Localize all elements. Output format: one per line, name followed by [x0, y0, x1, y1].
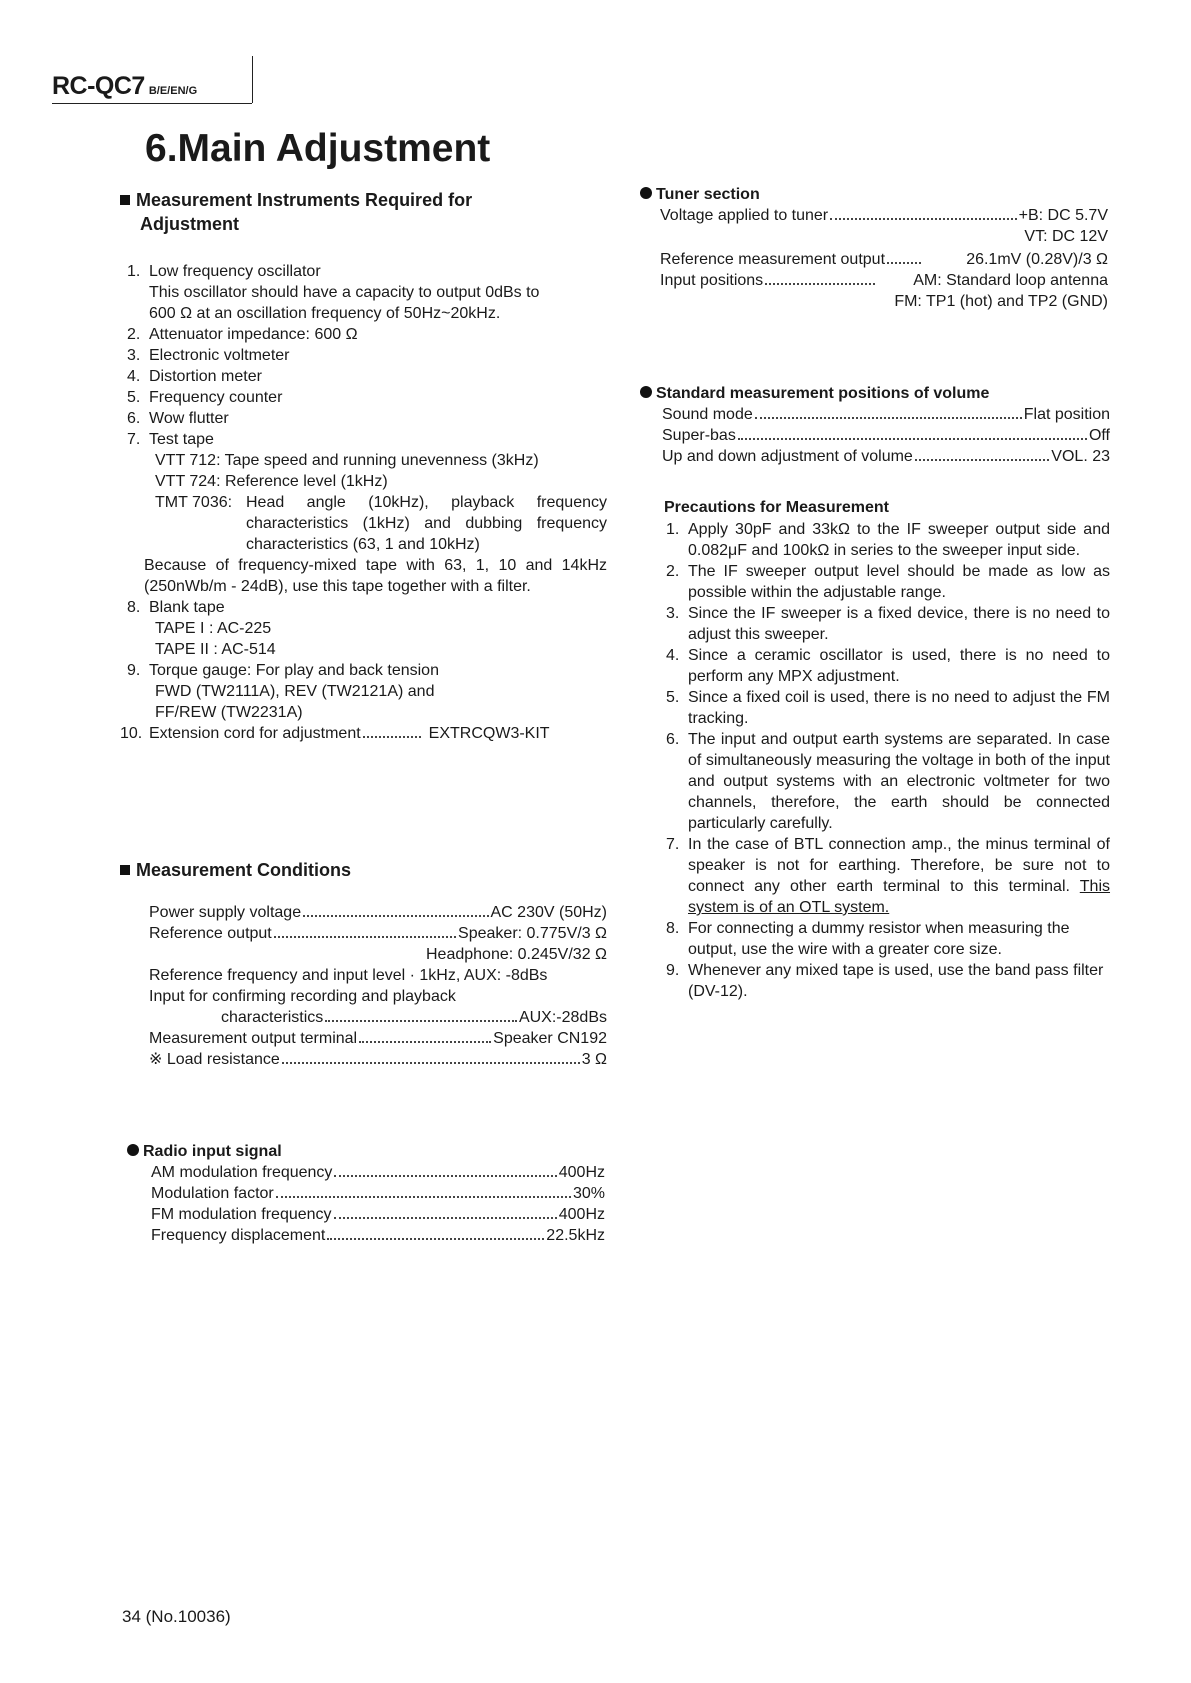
list-number: 8.: [666, 920, 680, 937]
list-number: 5.: [127, 389, 141, 406]
test-tape-tmt7036: [127, 492, 607, 555]
text-span: Frequency displacement: [151, 1227, 326, 1244]
precaution-item: [666, 687, 1110, 729]
list-number: 1.: [127, 263, 141, 280]
text-span: Distortion meter: [149, 368, 262, 385]
list-number: 9.: [666, 962, 680, 979]
square-bullet-icon: [120, 865, 130, 875]
list-item-desc: This oscillator should have a capacity to output 0dBs to: [149, 284, 540, 301]
test-tape-vtt724: VTT 724: Reference level (1kHz): [155, 473, 388, 490]
list-item: [127, 261, 607, 282]
header-underline: [52, 103, 252, 104]
dot-leader: [274, 936, 456, 938]
dot-leader: [334, 1217, 557, 1219]
list-item: [127, 324, 607, 345]
text-span: 26.1mV (0.28V)/3 Ω: [966, 251, 1108, 268]
dot-leader: [327, 1238, 544, 1240]
text-span: 3 Ω: [581, 1051, 607, 1068]
radio-row: [151, 1162, 605, 1183]
tuner-vt: VT: DC 12V: [1024, 228, 1108, 245]
precaution-item: [666, 834, 1110, 918]
text-span: Input positions: [660, 272, 764, 289]
round-bullet-icon: [640, 187, 652, 199]
text-span: 400Hz: [558, 1164, 605, 1181]
text-span: 30%: [572, 1185, 605, 1202]
volume-row: [662, 404, 1110, 425]
list-number: 6.: [666, 731, 680, 748]
text-span: For connecting a dummy resistor when measuring the output, use the wire with a greater core size.: [688, 920, 1070, 958]
text-span: Blank tape: [149, 599, 225, 616]
text-span: In the case of BTL connection amp., the minus terminal of speaker is not for earthing. Therefore, be sure not to connect any other earth terminal to this terminal.: [688, 836, 1110, 895]
text-span: Reference measurement output: [660, 251, 886, 268]
text-span: Speaker: 0.775V/3 Ω: [458, 925, 607, 942]
radio-row: [151, 1225, 605, 1246]
dot-leader: [765, 283, 875, 285]
tuner-row: [660, 205, 1108, 226]
square-bullet-icon: [120, 195, 130, 205]
text-span: Head angle (10kHz), playback frequency characteristics (1kHz) and dubbing frequency characteristics (63, 1 and 10kHz): [246, 494, 607, 553]
dot-leader: [276, 1196, 571, 1198]
text-span: The IF sweeper output level should be made as low as possible within the adjustable range.: [688, 563, 1110, 601]
tuner-row: [660, 249, 1108, 270]
list-number: 3.: [666, 605, 680, 622]
text-span: AM modulation frequency: [151, 1164, 333, 1181]
condition-row: [149, 1007, 607, 1028]
dot-leader: [915, 459, 1049, 461]
list-number: 6.: [127, 410, 141, 427]
instruments-heading: [120, 188, 610, 236]
condition-input-confirm: Input for confirming recording and playback: [149, 988, 456, 1005]
precautions-heading: Precautions for Measurement: [664, 499, 889, 516]
blank-tape-1: TAPE I : AC-225: [155, 620, 272, 637]
text-span: [127, 1141, 605, 1162]
dot-leader: [282, 1062, 580, 1064]
text-span: Since a fixed coil is used, there is no need to adjust the FM tracking.: [688, 689, 1110, 727]
list-item-desc: 600 Ω at an oscillation frequency of 50Hz~20kHz.: [149, 305, 501, 322]
text-span: Speaker CN192: [493, 1030, 607, 1047]
dot-leader: [738, 438, 1087, 440]
list-number: 9.: [127, 662, 141, 679]
text-span: TMT 7036:: [155, 494, 233, 511]
condition-row: [149, 1049, 607, 1070]
dot-leader: [887, 262, 921, 264]
condition-row: [149, 1028, 607, 1049]
test-tape-vtt712: VTT 712: Tape speed and running unevenness (3kHz): [155, 452, 539, 469]
instruments-list: [120, 261, 607, 744]
text-span: AUX:-28dBs: [518, 1009, 607, 1026]
text-span: Test tape: [149, 431, 214, 448]
list-number: 3.: [127, 347, 141, 364]
text-span: 22.5kHz: [546, 1227, 605, 1244]
list-item: [127, 345, 607, 366]
list-number: 2.: [127, 326, 141, 343]
text-span: Measurement Conditions: [136, 860, 352, 880]
list-number: 5.: [666, 689, 680, 706]
blank-tape-2: TAPE II : AC-514: [155, 641, 276, 658]
model-suffix: B/E/EN/G: [148, 85, 198, 97]
list-number: 10.: [120, 725, 143, 742]
text-span: Wow flutter: [149, 410, 229, 427]
text-span: Attenuator impedance: 600 Ω: [149, 326, 358, 343]
text-span: Extension cord for adjustment: [149, 725, 361, 742]
volume-section: [640, 383, 1110, 467]
conditions-block: [149, 902, 607, 1070]
list-item: [120, 723, 607, 744]
text-span: The input and output earth systems are separated. In case of simultaneously measuring the voltage in both of the input and output systems with an electronic voltmeter for two channels, therefore, the earth should be connected particularly carefully.: [688, 731, 1110, 832]
condition-headphone: Headphone: 0.245V/32 Ω: [426, 946, 607, 963]
list-item: [127, 660, 607, 681]
text-span: Since a ceramic oscillator is used, there is no need to perform any MPX adjustment.: [688, 647, 1110, 685]
text-span: Low frequency oscillator: [149, 263, 321, 280]
dot-leader: [830, 218, 1016, 220]
text-span: Sound mode: [662, 406, 753, 423]
precautions-list: [666, 519, 1110, 1002]
text-span: Adjustment: [140, 214, 239, 234]
text-span: Measurement output terminal: [149, 1030, 358, 1047]
precaution-item: [666, 561, 1110, 603]
radio-row: [151, 1183, 605, 1204]
volume-row: [662, 425, 1110, 446]
list-number: 1.: [666, 521, 680, 538]
round-bullet-icon: [640, 386, 652, 398]
text-span: [120, 188, 610, 212]
conditions-heading: [120, 858, 351, 882]
list-item: [127, 597, 607, 618]
torque-gauge-detail: FF/REW (TW2231A): [155, 704, 303, 721]
text-span: 400Hz: [558, 1206, 605, 1223]
text-span: FM modulation frequency: [151, 1206, 332, 1223]
tuner-row: [660, 270, 1108, 291]
list-number: 2.: [666, 563, 680, 580]
list-item: [127, 366, 607, 387]
text-span: Frequency counter: [149, 389, 283, 406]
model-header: [52, 72, 198, 102]
volume-row: [662, 446, 1110, 467]
dot-leader: [325, 1020, 517, 1022]
mixed-tape-note: Because of frequency-mixed tape with 63, 1, 10 and 14kHz (250nWb/m - 24dB), use this tape together with a filter.: [144, 557, 607, 595]
torque-gauge-detail: FWD (TW2111A), REV (TW2121A) and: [155, 683, 435, 700]
text-span: Up and down adjustment of volume: [662, 448, 913, 465]
text-span: Standard measurement positions of volume: [656, 385, 990, 402]
radio-row: [151, 1204, 605, 1225]
model-name: RC-QC7: [52, 72, 145, 100]
precaution-item: [666, 960, 1110, 1002]
text-span: Off: [1088, 427, 1110, 444]
text-span: Voltage applied to tuner: [660, 207, 829, 224]
text-span: VOL. 23: [1051, 448, 1110, 465]
dot-leader: [303, 915, 488, 917]
tuner-section: [640, 184, 1108, 312]
text-span: Modulation factor: [151, 1185, 274, 1202]
list-number: 7.: [666, 836, 680, 853]
text-span: Torque gauge: For play and back tension: [149, 662, 439, 679]
text-span: characteristics: [221, 1009, 324, 1026]
text-span: Reference output: [149, 925, 272, 942]
text-span: Super-bas: [662, 427, 736, 444]
list-number: 4.: [127, 368, 141, 385]
text-span: Measurement Instruments Required for: [136, 190, 473, 210]
list-item: [127, 387, 607, 408]
text-span: Whenever any mixed tape is used, use the band pass filter (DV-12).: [688, 962, 1104, 1000]
page-title: 6.Main Adjustment: [145, 127, 491, 170]
text-span: AM: Standard loop antenna: [913, 272, 1108, 289]
dot-leader: [359, 1041, 491, 1043]
list-number: 7.: [127, 431, 141, 448]
text-span: Apply 30pF and 33kΩ to the IF sweeper output side and 0.082μF and 100kΩ in series to the sweeper input side.: [688, 521, 1110, 559]
dot-leader: [334, 1175, 556, 1177]
condition-row: [149, 902, 607, 923]
text-span: ※ Load resistance: [149, 1051, 280, 1068]
dot-leader: [363, 736, 421, 738]
list-number: 8.: [127, 599, 141, 616]
precaution-item: [666, 519, 1110, 561]
radio-section: [127, 1141, 605, 1246]
list-item: [127, 429, 607, 450]
precaution-item: [666, 918, 1110, 960]
text-span: Flat position: [1023, 406, 1110, 423]
text-span: EXTRCQW3-KIT: [428, 725, 550, 742]
precaution-item: [666, 603, 1110, 645]
text-span: Tuner section: [656, 186, 760, 203]
text-span: [640, 383, 1110, 404]
text-span: Radio input signal: [143, 1143, 282, 1160]
list-item: [127, 408, 607, 429]
text-span: AC 230V (50Hz): [490, 904, 607, 921]
text-span: Electronic voltmeter: [149, 347, 290, 364]
precaution-item: [666, 645, 1110, 687]
text-span: [127, 1162, 605, 1246]
header-vertical-rule: [252, 56, 253, 103]
round-bullet-icon: [127, 1144, 139, 1156]
condition-row: [149, 923, 607, 944]
text-span: [640, 205, 1108, 312]
otl-note: This system is of an OTL system.: [688, 878, 1111, 916]
text-span: [640, 184, 1108, 205]
condition-ref-freq: Reference frequency and input level · 1kHz, AUX: -8dBs: [149, 967, 548, 984]
text-span: Since the IF sweeper is a fixed device, there is no need to adjust this sweeper.: [688, 605, 1110, 643]
text-span: +B: DC 5.7V: [1018, 207, 1108, 224]
tuner-input-fm: FM: TP1 (hot) and TP2 (GND): [894, 293, 1108, 310]
text-span: [640, 404, 1110, 467]
list-number: 4.: [666, 647, 680, 664]
precaution-item: [666, 729, 1110, 834]
text-span: Power supply voltage: [149, 904, 302, 921]
page-number: 34 (No.10036): [122, 1607, 231, 1626]
dot-leader: [755, 417, 1022, 419]
